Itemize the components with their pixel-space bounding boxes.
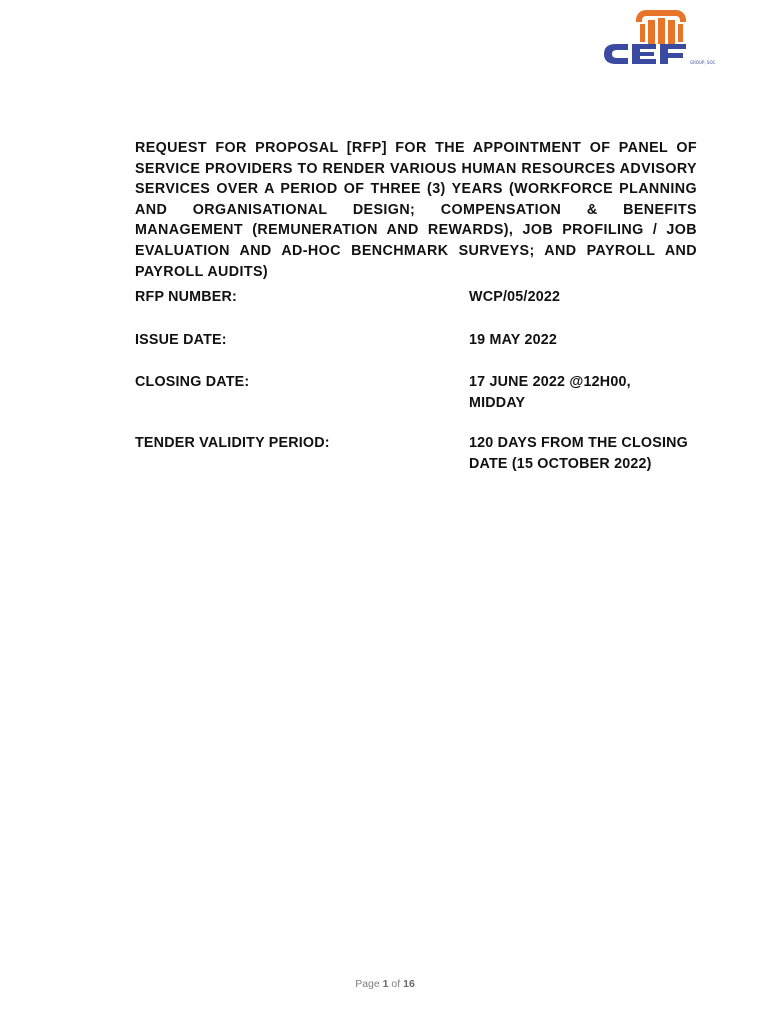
issue-date-label: ISSUE DATE:: [135, 332, 227, 348]
cef-logo: [602, 10, 726, 70]
issue-date-value: 19 MAY 2022: [469, 332, 558, 348]
document-title: REQUEST FOR PROPOSAL [RFP] FOR THE APPOINTMENT OF PANEL OF SERVICE PROVIDERS TO RENDER VARIOUS HUMAN RESOURCES ADVISORY SERVICES OVER A PERIOD OF THREE (3) YEARS (WORKFORCE PLANNING AND ORGANISATIONAL DESIGN; COMPENSATION & BENEFITS MANAGEMENT (REMUNERATION AND REWARDS), JOB PROFILING / JOB EVALUATION AND AD-HOC BENCHMARK SURVEYS; AND PAYROLL AND PAYROLL AUDITS): [135, 140, 697, 280]
closing-date-value: 17 JUNE 2022 @12H00, MIDDAY: [469, 374, 631, 411]
page-footer: [0, 978, 770, 990]
footer-page-word: Page: [355, 978, 380, 990]
tender-validity-value: 120 DAYS FROM THE CLOSING DATE (15 OCTOBER 2022): [469, 435, 688, 472]
cef-logo-icon: [602, 10, 726, 70]
rfp-number-value: WCP/05/2022: [469, 289, 561, 305]
footer-current-page: 1: [382, 978, 389, 990]
rfp-number-label: RFP NUMBER:: [135, 289, 238, 305]
closing-date-label: CLOSING DATE:: [135, 374, 250, 390]
footer-of-word: of: [391, 978, 401, 990]
tender-validity-label: TENDER VALIDITY PERIOD:: [135, 435, 330, 451]
logo-subtext: GROUP, SOC: [690, 60, 716, 65]
footer-total-pages: 16: [403, 978, 415, 990]
